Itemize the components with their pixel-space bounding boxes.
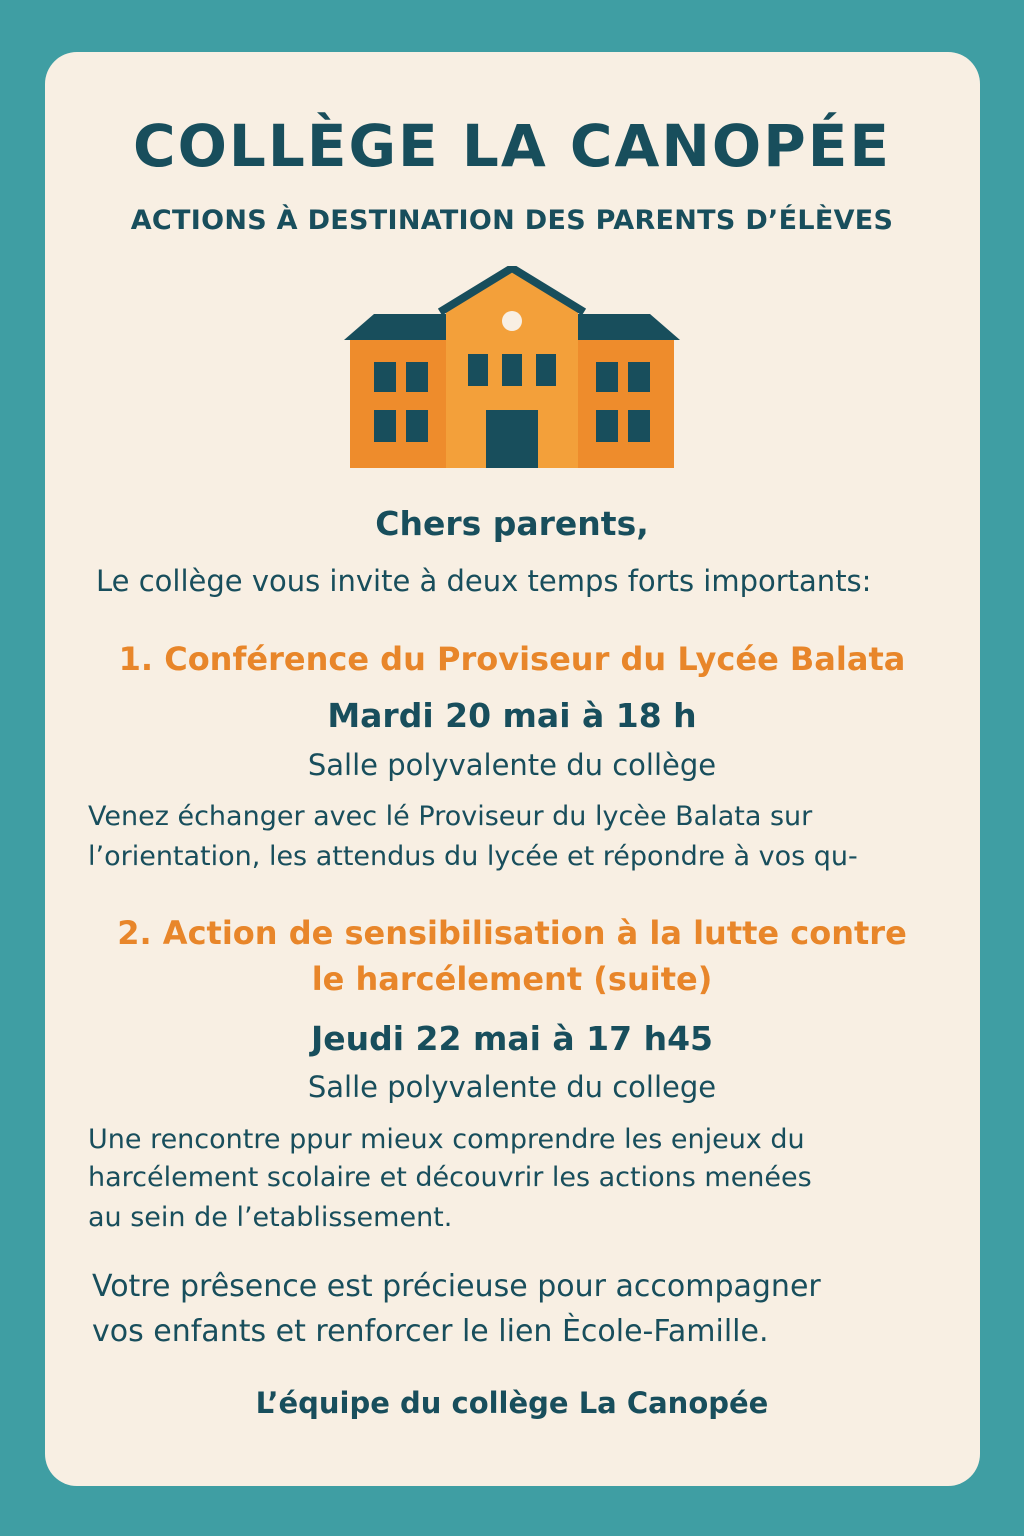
window — [468, 354, 488, 386]
window — [374, 410, 396, 442]
window — [406, 362, 428, 392]
window — [536, 354, 556, 386]
event-1-description-line-1: Venez échanger avec lé Proviseur du lycèe Balata sur — [88, 801, 813, 832]
event-1-date: Mardi 20 mai à 18 h — [327, 696, 697, 735]
window — [406, 410, 428, 442]
school-building-icon — [344, 266, 680, 470]
intro-text: Le collège vous invite à deux temps forts importants: — [96, 564, 872, 598]
event-2-description-line-2: harcélement scolaire et découvrir les actions menées — [88, 1162, 812, 1193]
window — [596, 362, 618, 392]
closing-line-1: Votre prêsence est précieuse pour accompagner — [92, 1269, 821, 1304]
event-2-title-line-1: 2. Action de sensibilisation à la lutte contre — [117, 914, 907, 952]
window — [374, 362, 396, 392]
window — [628, 410, 650, 442]
greeting: Chers parents, — [375, 504, 649, 543]
event-2-description-line-3: au sein de l’etablissement. — [88, 1202, 453, 1233]
event-2-place: Salle polyvalente du college — [307, 1070, 717, 1104]
door — [486, 410, 538, 468]
window — [596, 410, 618, 442]
event-2-description-line-1: Une rencontre ppur mieux comprendre les enjeux du — [88, 1124, 805, 1155]
window — [628, 362, 650, 392]
event-1-place: Salle polyvalente du collège — [307, 748, 717, 782]
page-subtitle: ACTIONS À DESTINATION DES PARENTS D’ÉLÈVES — [130, 205, 894, 236]
signature: L’équipe du collège La Canopée — [255, 1386, 769, 1420]
event-2-date: Jeudi 22 mai à 17 h45 — [310, 1019, 714, 1058]
event-2-title-line-2: le harcélement (suite) — [311, 960, 713, 998]
window — [502, 354, 522, 386]
closing-line-2: vos enfants et renforcer le lien Ècole-Famille. — [92, 1314, 769, 1349]
event-1-title: 1. Conférence du Proviseur du Lycée Balata — [118, 640, 906, 678]
page-title: COLLÈGE LA CANOPÉE — [133, 112, 891, 180]
clock-window — [502, 311, 522, 331]
event-1-description-line-2: l’orientation, les attendus du lycée et répondre à vos qu- — [88, 841, 858, 872]
